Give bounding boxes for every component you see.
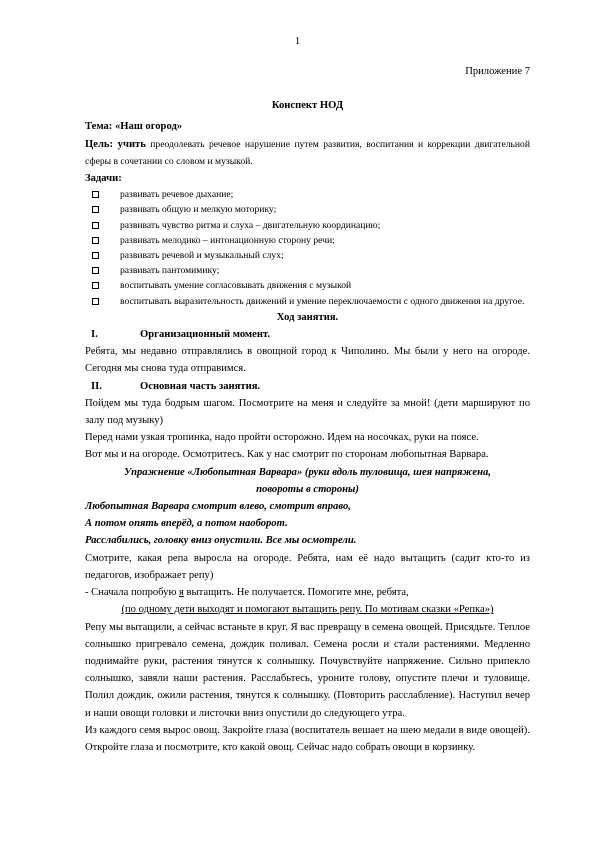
square-bullet-icon: [92, 222, 99, 229]
paragraph-underlined: (по одному дети выходят и помогают вытащить репу. По мотивам сказки «Репка»): [121, 604, 494, 616]
square-bullet-icon: [92, 298, 99, 305]
exercise-title-cont: повороты в стороны): [256, 483, 359, 495]
poem-line: Любопытная Варвара смотрит влево, смотрит вправо,: [85, 501, 351, 513]
square-bullet-icon: [92, 282, 99, 289]
goal-label: Цель:: [85, 138, 114, 150]
goal-text: преодолевать речевое нарушение путем развития, воспитания и коррекции двигательной сферы в сочетании со словом и музыкой.: [85, 138, 530, 167]
list-item: воспитывать умение согласовывать движения с музыкой: [85, 278, 530, 293]
list-item: воспитывать выразительность движений и умение переключаемости с одного движения на другое.: [85, 294, 530, 309]
document-title: Конспект НОД: [271, 100, 344, 112]
list-item: развивать чувство ритма и слуха – двигательную координацию;: [85, 218, 530, 233]
paragraph: Из каждого семя вырос овощ. Закройте глаза (воспитатель вешает на шею медали в виде овощей). Откройте глаза и посмотрите, кто какой овощ. Сейчас надо собрать овощи в корзинку.: [85, 724, 530, 753]
poem-line: А потом опять вперёд, а потом наоборот.: [85, 518, 288, 530]
list-item: развивать речевой и музыкальный слух;: [85, 248, 530, 263]
square-bullet-icon: [92, 252, 99, 259]
paragraph: Пойдем мы туда бодрым шагом. Посмотрите на меня и следуйте за мной! (дети маршируют по залу под музыку): [85, 397, 530, 427]
poem-line: Расслабились, головку вниз опустили. Все мы осмотрели.: [85, 535, 357, 547]
goal-verb: учить: [113, 138, 146, 150]
theme-label: Тема:: [85, 121, 113, 133]
section-title: Основная часть занятия.: [140, 380, 261, 392]
page-number: 1: [294, 36, 301, 47]
paragraph: Вот мы и на огороде. Осмотритесь. Как у нас смотрит по сторонам любопытная Варвара.: [85, 449, 489, 461]
paragraph: Репу мы вытащили, а сейчас встаньте в круг. Я вас превращу в семена овощей. Присядьте. Теплое солнышко пригревало семена, дождик поливал. Семена росли и стали растениями. Медленно поднимайте руки, растения тянутся к солнышку. Почувствуйте напряжение. Сильно припекло солнышко, завяли наши растения. Расслабьтесь, уроните голову, опустите плечи и туловище. Полил дождик, ожили растения, тянутся к солнышку. (Повторить расслабление). Наступил вечер и наши овощи головки и листочки вниз опустили до следующего утра.: [85, 621, 530, 719]
list-item: развивать пантомимику;: [85, 263, 530, 278]
section-heading-2: [85, 378, 530, 395]
section-title: Организационный момент.: [140, 329, 270, 341]
paragraph: - Сначала попробую я вытащить. Не получается. Помогите мне, ребята,: [85, 587, 409, 599]
goal-paragraph: [85, 136, 530, 170]
exercise-title: Упражнение «Любопытная Варвара» (руки вдоль туловища, шея напряжена,: [124, 466, 491, 478]
tasks-heading: Задачи:: [85, 173, 122, 185]
list-item: развивать речевое дыхание;: [85, 187, 530, 202]
tasks-list: [85, 187, 530, 309]
paragraph: Ребята, мы недавно отправлялись в овощной город к Чиполино. Мы были у него на огороде. Сегодня мы снова туда отправимся.: [85, 346, 530, 375]
course-heading: Ход занятия.: [276, 311, 339, 323]
list-item: развивать общую и мелкую моторику;: [85, 202, 530, 217]
appendix-label: Приложение 7: [465, 66, 530, 77]
paragraph: Смотрите, какая репа выросла на огороде. Ребята, нам её надо вытащить (садит кто-то из педагогов, изображает репу): [85, 552, 530, 581]
theme-line: [85, 118, 530, 135]
square-bullet-icon: [92, 206, 99, 213]
document-page: [85, 63, 530, 756]
square-bullet-icon: [92, 191, 99, 198]
section-heading-1: [85, 326, 530, 343]
paragraph: Перед нами узкая тропинка, надо пройти осторожно. Идем на носочках, руки на поясе.: [85, 432, 479, 444]
square-bullet-icon: [92, 267, 99, 274]
square-bullet-icon: [92, 237, 99, 244]
theme-text: «Наш огород»: [112, 121, 183, 133]
section-number: II.: [91, 380, 102, 392]
list-item: развивать мелодико – интонационную сторону речи;: [85, 233, 530, 248]
section-number: I.: [91, 329, 98, 341]
